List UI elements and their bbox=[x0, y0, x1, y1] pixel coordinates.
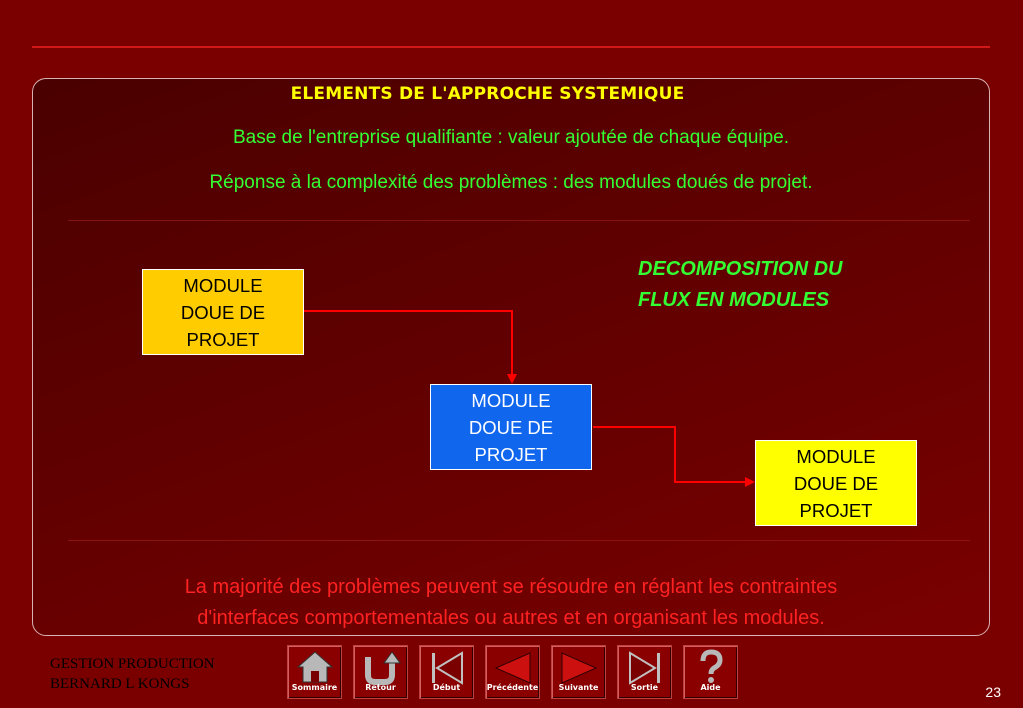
nav-help-label: Aide bbox=[700, 683, 721, 692]
conclusion-line-1: La majorité des problèmes peuvent se résoudre en réglant les contraintes bbox=[184, 576, 838, 598]
nav-last-label: Sortie bbox=[630, 683, 659, 692]
module-2-line-1: MODULE bbox=[471, 389, 551, 411]
page-number: 23 bbox=[985, 684, 1001, 700]
module-box-1 bbox=[142, 269, 304, 355]
module-3-line-3: PROJET bbox=[799, 499, 873, 521]
nav-return-button[interactable] bbox=[353, 645, 408, 699]
footer-author bbox=[50, 654, 215, 694]
module-3-line-1: MODULE bbox=[796, 445, 876, 467]
module-1-line-3: PROJET bbox=[186, 328, 260, 350]
previous-icon bbox=[492, 649, 534, 685]
nav-first-button[interactable] bbox=[419, 645, 474, 699]
last-icon bbox=[624, 649, 666, 685]
nav-help-button[interactable] bbox=[683, 645, 738, 699]
subtitle-line-2: Réponse à la complexité des problèmes : des modules doués de projet. bbox=[209, 172, 813, 193]
nav-next-button[interactable] bbox=[551, 645, 606, 699]
help-icon bbox=[690, 649, 732, 685]
nav-home-button[interactable] bbox=[287, 645, 342, 699]
nav-previous-button[interactable] bbox=[485, 645, 540, 699]
diagram-heading-line-1: DECOMPOSITION DU bbox=[638, 258, 843, 280]
first-icon bbox=[426, 649, 468, 685]
module-2-line-3: PROJET bbox=[474, 443, 548, 465]
diagram-heading bbox=[638, 254, 938, 316]
arrow-module1-to-module2 bbox=[304, 311, 512, 382]
module-box-3 bbox=[755, 440, 917, 526]
module-1-line-2: DOUE DE bbox=[180, 301, 266, 323]
subtitle-line-1: Base de l'entreprise qualifiante : valeur ajoutée de chaque équipe. bbox=[232, 127, 790, 148]
nav-last-button[interactable] bbox=[617, 645, 672, 699]
module-2-line-2: DOUE DE bbox=[468, 416, 554, 438]
footer-line-1: GESTION PRODUCTION bbox=[50, 656, 215, 672]
slide-title: ELEMENTS DE L'APPROCHE SYSTEMIQUE bbox=[290, 84, 685, 104]
module-box-2 bbox=[430, 384, 592, 470]
nav-return-label: Retour bbox=[365, 683, 396, 692]
nav-first-label: Début bbox=[432, 683, 461, 692]
conclusion-line-2: d'interfaces comportementales ou autres et en organisant les modules. bbox=[197, 607, 825, 629]
home-icon bbox=[294, 649, 336, 685]
conclusion-text bbox=[32, 572, 990, 634]
diagram-heading-line-2: FLUX EN MODULES bbox=[638, 289, 830, 311]
arrow-module2-to-module3 bbox=[593, 427, 753, 482]
module-3-line-2: DOUE DE bbox=[793, 472, 879, 494]
next-icon bbox=[558, 649, 600, 685]
nav-next-label: Suivante bbox=[558, 683, 599, 692]
footer-line-2: BERNARD L KONGS bbox=[50, 676, 190, 692]
module-1-line-1: MODULE bbox=[183, 274, 263, 296]
nav-previous-label: Précédente bbox=[486, 683, 539, 692]
return-icon bbox=[360, 649, 402, 685]
nav-home-label: Sommaire bbox=[291, 683, 338, 692]
